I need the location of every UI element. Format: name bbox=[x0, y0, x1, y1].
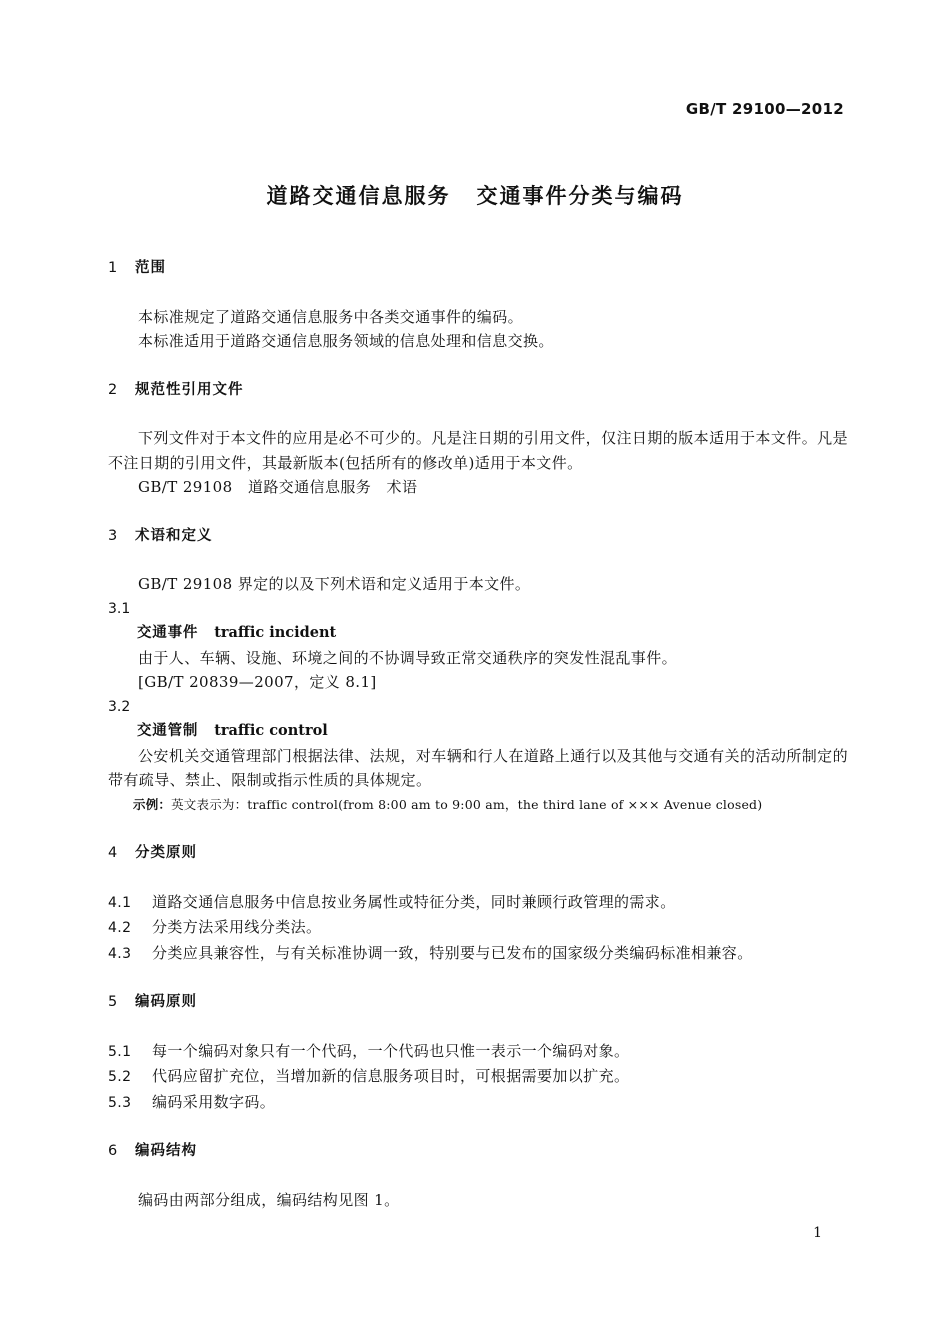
section-title: 编码结构 bbox=[135, 1143, 197, 1159]
section-heading-normative-references bbox=[108, 378, 848, 403]
term-name-cn: 交通事件 bbox=[137, 625, 199, 641]
section-number: 1 bbox=[108, 260, 119, 276]
section-title: 分类原则 bbox=[135, 845, 197, 861]
section-number: 4 bbox=[108, 845, 119, 861]
section-heading-coding-structure bbox=[108, 1139, 848, 1164]
clause-number: 5.1 bbox=[108, 1043, 132, 1060]
section-number: 5 bbox=[108, 994, 119, 1010]
clause bbox=[108, 890, 848, 916]
term-number: 3.2 bbox=[108, 698, 131, 715]
clause-number: 4.3 bbox=[108, 945, 132, 962]
term-name bbox=[108, 719, 848, 744]
clause bbox=[108, 915, 848, 941]
document-body bbox=[108, 256, 848, 1212]
section-heading-coding-principles bbox=[108, 990, 848, 1015]
clause-number: 4.2 bbox=[108, 920, 132, 936]
paragraph: GB/T 29108 界定的以及下列术语和定义适用于本文件。 bbox=[138, 575, 531, 593]
document-title-part1: 道路交通信息服务 bbox=[266, 184, 451, 208]
clause-number: 5.2 bbox=[108, 1069, 132, 1085]
clause-number: 5.3 bbox=[108, 1094, 132, 1111]
term-definition: 由于人、车辆、设施、环境之间的不协调导致正常交通秩序的突发性混乱事件。 bbox=[138, 648, 678, 667]
example-text: 英文表示为：traffic control(from 8:00 am to 9:00 am，the third lane of ××× Avenue closed) bbox=[171, 796, 763, 812]
clause bbox=[108, 1039, 848, 1065]
document-title bbox=[0, 180, 950, 210]
paragraph: 编码由两部分组成，编码结构见图 1。 bbox=[138, 1190, 400, 1209]
section-heading-terms bbox=[108, 524, 848, 549]
clause-text: 道路交通信息服务中信息按业务属性或特征分类，同时兼顾行政管理的需求。 bbox=[152, 892, 676, 911]
section-number: 3 bbox=[108, 527, 119, 544]
clause-number: 4.1 bbox=[108, 894, 132, 911]
section-title: 编码原则 bbox=[135, 994, 197, 1010]
paragraph: 本标准适用于道路交通信息服务领域的信息处理和信息交换。 bbox=[138, 332, 554, 350]
clause-text: 代码应留扩充位，当增加新的信息服务项目时，可根据需要加以扩充。 bbox=[152, 1067, 630, 1085]
term-name-cn: 交通管制 bbox=[137, 723, 199, 739]
clause-text: 编码采用数字码。 bbox=[152, 1092, 276, 1111]
section-number: 6 bbox=[108, 1143, 119, 1159]
term-name-en: traffic control bbox=[214, 722, 328, 739]
section-title: 范围 bbox=[135, 260, 166, 276]
clause-text: 分类应具兼容性，与有关标准协调一致，特别要与已发布的国家级分类编码标准相兼容。 bbox=[152, 943, 753, 962]
clause-text: 分类方法采用线分类法。 bbox=[152, 918, 322, 936]
term-definition: 公安机关交通管理部门根据法律、法规，对车辆和行人在道路上通行以及其他与交通有关的活动所制定的带有疏导、禁止、限制或指示性质的具体规定。 bbox=[108, 746, 848, 789]
clause bbox=[108, 1064, 848, 1090]
term-source: [GB/T 20839—2007，定义 8.1] bbox=[138, 673, 377, 691]
term-number: 3.1 bbox=[108, 600, 131, 617]
section-heading-scope bbox=[108, 256, 848, 281]
section-title: 规范性引用文件 bbox=[135, 381, 244, 398]
section-number: 2 bbox=[108, 381, 119, 398]
term-example bbox=[108, 793, 848, 818]
clause-text: 每一个编码对象只有一个代码，一个代码也只惟一表示一个编码对象。 bbox=[152, 1041, 630, 1060]
standard-number: GB/T 29100—2012 bbox=[685, 100, 844, 118]
term-name-en: traffic incident bbox=[214, 624, 337, 641]
term-name bbox=[108, 621, 848, 646]
document-title-part2: 交通事件分类与编码 bbox=[476, 184, 684, 208]
reference-entry: GB/T 29108 道路交通信息服务 术语 bbox=[138, 478, 418, 496]
page-number: 1 bbox=[813, 1225, 822, 1241]
section-title: 术语和定义 bbox=[135, 527, 213, 544]
section-heading-classification-principles bbox=[108, 841, 848, 866]
example-label: 示例： bbox=[133, 796, 172, 812]
paragraph: 下列文件对于本文件的应用是必不可少的。凡是注日期的引用文件，仅注日期的版本适用于本文件。凡是不注日期的引用文件，其最新版本(包括所有的修改单)适用于本文件。 bbox=[108, 429, 848, 472]
paragraph: 本标准规定了道路交通信息服务中各类交通事件的编码。 bbox=[138, 307, 524, 326]
clause bbox=[108, 941, 848, 967]
clause bbox=[108, 1090, 848, 1116]
